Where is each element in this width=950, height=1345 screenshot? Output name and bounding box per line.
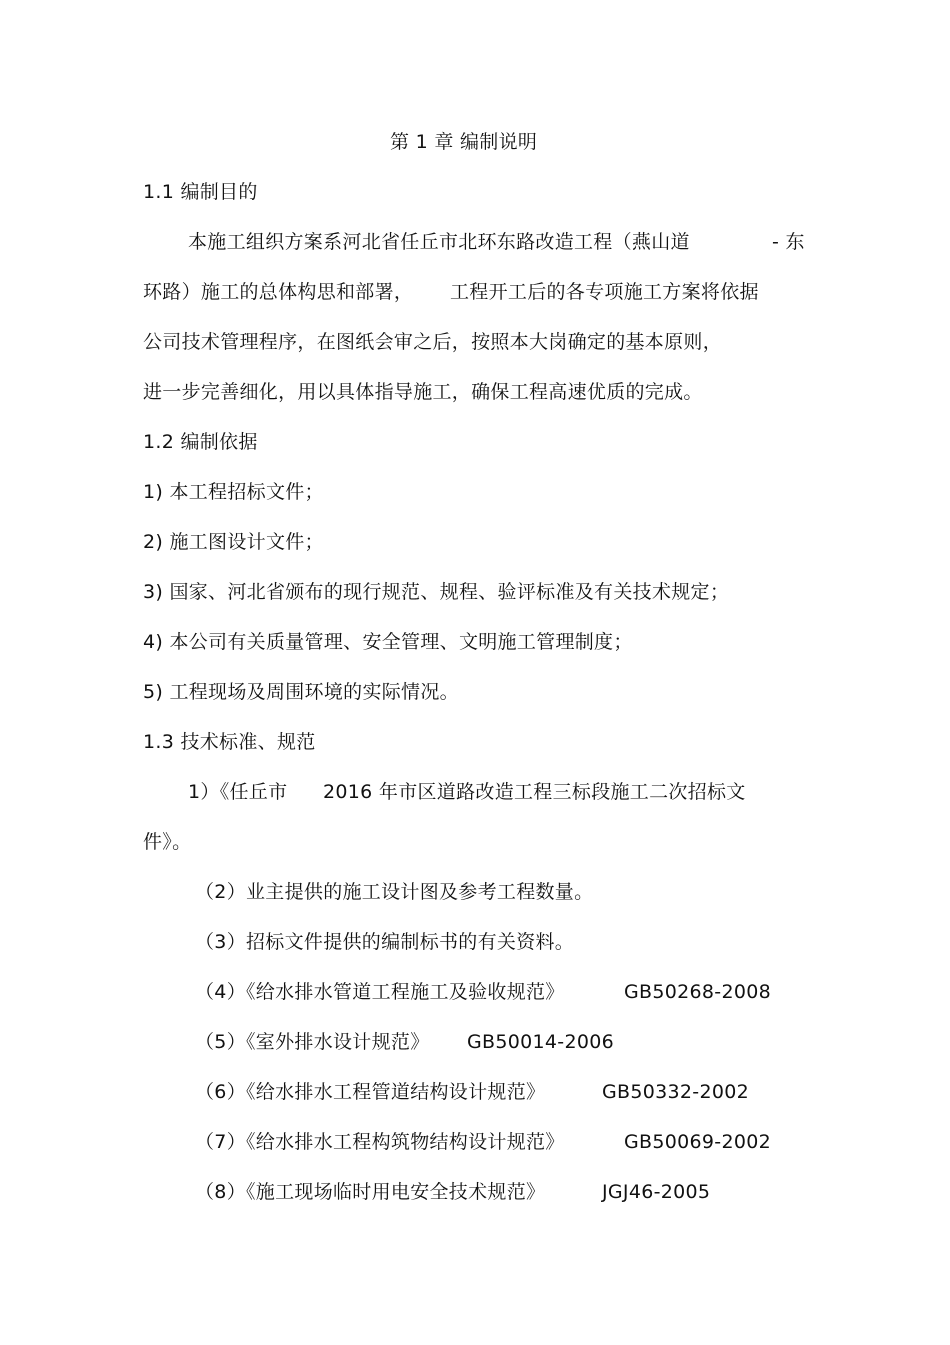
section-1-3-heading: 1.3 技术标准、规范: [143, 731, 316, 753]
standard-6-title: （6）《给水排水工程管道结构设计规范》: [195, 1081, 546, 1103]
standard-5-code: GB50014-2006: [467, 1031, 615, 1053]
basis-item-1: 1) 本工程招标文件；: [143, 481, 324, 503]
standard-4-code: GB50268-2008: [624, 981, 772, 1003]
standard-8-title: （8）《施工现场临时用电安全技术规范》: [195, 1181, 546, 1203]
standard-1-line-1a: 1）《任丘市: [188, 781, 288, 803]
standard-7-title: （7）《给水排水工程构筑物结构设计规范》: [195, 1131, 565, 1153]
standard-2: （2）业主提供的施工设计图及参考工程数量。: [195, 881, 594, 903]
section-1-1-heading: 1.1 编制目的: [143, 181, 258, 203]
section-1-2-heading: 1.2 编制依据: [143, 431, 258, 453]
para-1-line-3: 公司技术管理程序，在图纸会审之后，按照本大岗确定的基本原则，: [143, 331, 723, 353]
standard-1-line-2: 件》。: [143, 831, 192, 853]
standard-7-code: GB50069-2002: [624, 1131, 772, 1153]
standard-4-title: （4）《给水排水管道工程施工及验收规范》: [195, 981, 565, 1003]
standard-6-code: GB50332-2002: [602, 1081, 750, 1103]
para-1-line-2a: 环路）施工的总体构思和部署，: [143, 281, 414, 303]
para-1-line-1b: - 东: [772, 231, 805, 253]
para-1-line-4: 进一步完善细化，用以具体指导施工，确保工程高速优质的完成。: [143, 381, 703, 403]
basis-item-4: 4) 本公司有关质量管理、安全管理、文明施工管理制度；: [143, 631, 633, 653]
para-1-line-1a: 本施工组织方案系河北省任丘市北环东路改造工程（燕山道: [188, 231, 690, 253]
basis-item-3: 3) 国家、河北省颁布的现行规范、规程、验评标准及有关技术规定；: [143, 581, 730, 603]
basis-item-5: 5) 工程现场及周围环境的实际情况。: [143, 681, 459, 703]
standard-5-title: （5）《室外排水设计规范》: [195, 1031, 430, 1053]
standard-3: （3）招标文件提供的编制标书的有关资料。: [195, 931, 575, 953]
chapter-title: 第 1 章 编制说明: [390, 131, 538, 153]
basis-item-2: 2) 施工图设计文件；: [143, 531, 324, 553]
standard-1-line-1b: 2016 年市区道路改造工程三标段施工二次招标文: [323, 781, 746, 803]
para-1-line-2b: 工程开工后的各专项施工方案将依据: [450, 281, 759, 303]
standard-8-code: JGJ46-2005: [602, 1181, 711, 1203]
